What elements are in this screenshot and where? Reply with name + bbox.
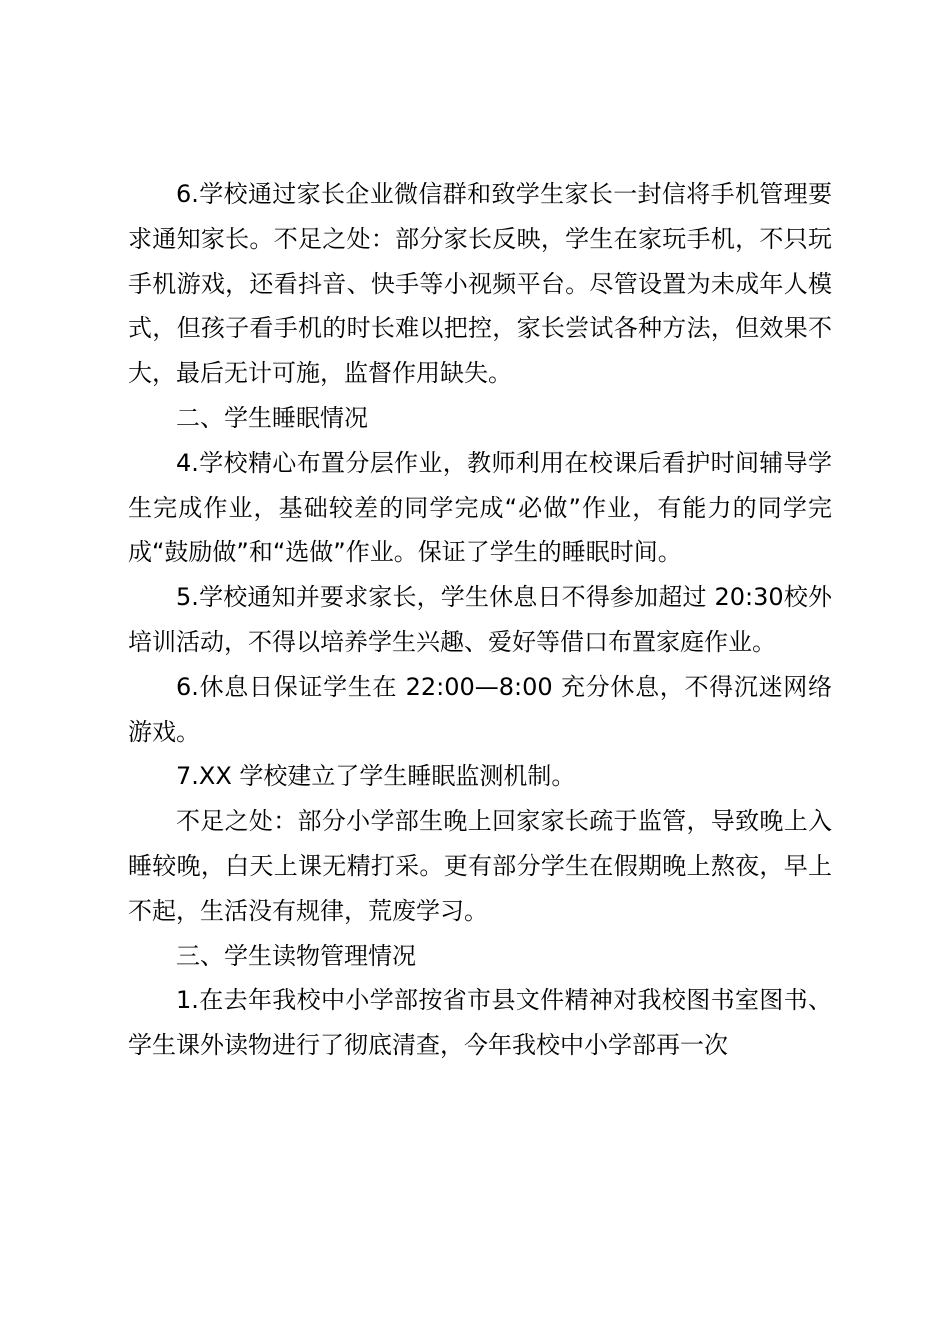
section-heading-sleep: 二、学生睡眠情况: [176, 403, 368, 432]
document-page: [128, 172, 832, 1068]
paragraph-layered-homework: 4.学校精心布置分层作业，教师利用在校课后看护时间辅导学生完成作业，基础较差的同学完成“必做”作业，有能力的同学完成“鼓励做”和“选做”作业。保证了学生的睡眠时间。: [128, 448, 832, 567]
paragraph-training-limit: 5.学校通知并要求家长，学生休息日不得参加超过 20:30校外培训活动，不得以培养学生兴趣、爱好等借口布置家庭作业。: [128, 583, 832, 656]
paragraph-sleep-monitoring: 7.XX 学校建立了学生睡眠监测机制。: [176, 762, 576, 791]
section-heading-reading: 三、学生读物管理情况: [176, 941, 416, 970]
paragraph-sleep-shortcomings: 不足之处：部分小学部生晚上回家家长疏于监管，导致晚上入睡较晚，白天上课无精打采。更有部分学生在假期晚上熬夜，早上不起，生活没有规律，荒废学习。: [128, 807, 832, 925]
paragraph-library-check: 1.在去年我校中小学部按省市县文件精神对我校图书室图书、学生课外读物进行了彻底清查，今年我校中小学部再一次: [128, 986, 832, 1060]
paragraph-rest-time: 6.休息日保证学生在 22:00—8:00 充分休息，不得沉迷网络游戏。: [128, 672, 832, 746]
paragraph-phone-management: 6.学校通过家长企业微信群和致学生家长一封信将手机管理要求通知家长。不足之处：部分家长反映，学生在家玩手机，不只玩手机游戏，还看抖音、快手等小视频平台。尽管设置为未成年人模式，但孩子看手机的时长难以把控，家长尝试各种方法，但效果不大，最后无计可施，监督作用缺失。: [128, 180, 832, 388]
